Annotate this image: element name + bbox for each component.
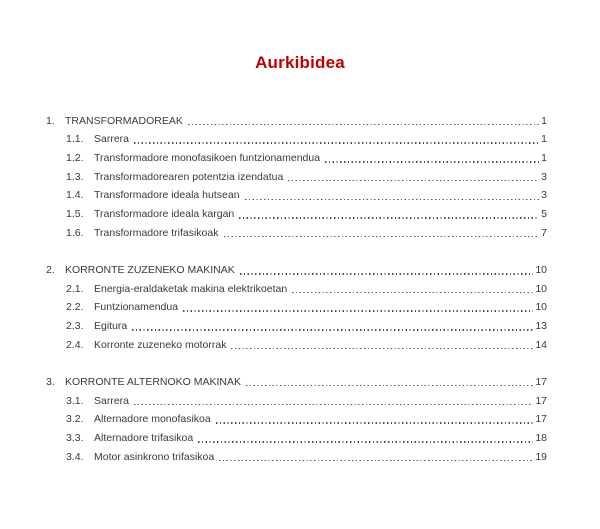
dot-leader: [292, 292, 533, 293]
dot-leader: [245, 199, 540, 200]
toc-section: [46, 370, 547, 463]
toc-entry-page-number: 17: [535, 413, 547, 426]
toc-entry-row[interactable]: [46, 277, 547, 296]
toc-entry-number: 2.2.: [66, 301, 84, 314]
toc-entry-page-number: 1: [541, 152, 547, 165]
dot-leader: [231, 348, 533, 349]
toc-entry-number: 1.5.: [66, 208, 84, 221]
toc-section: [46, 109, 547, 240]
toc-entry-number: 3.4.: [66, 450, 84, 463]
toc-heading-page-number: 1: [541, 114, 547, 127]
toc-entry-row[interactable]: [46, 221, 547, 240]
toc-entry-number: 3.3.: [66, 432, 84, 444]
toc-entry-page-number: 10: [535, 301, 547, 314]
toc-heading-page-number: 10: [535, 264, 547, 276]
toc-entry-label: Energia-eraldaketak makina elektrikoetan: [94, 282, 288, 295]
dot-leader: [198, 441, 533, 442]
toc-entry-row[interactable]: [46, 128, 547, 147]
toc-entry-label: Motor asinkrono trifasikoa: [94, 450, 215, 463]
toc-entry-label: Transformadore ideala hutsean: [94, 189, 240, 202]
toc-entry-row[interactable]: [46, 146, 547, 165]
toc-entry-row[interactable]: [46, 296, 547, 315]
dot-leader: [325, 161, 539, 162]
toc-entry-label: Transformadore ideala kargan: [94, 208, 235, 221]
toc-entry-page-number: 3: [541, 170, 547, 183]
dot-leader: [239, 217, 539, 218]
toc-heading-label: TRANSFORMADOREAK: [65, 114, 183, 127]
toc-entry-page-number: 13: [535, 320, 547, 333]
toc-entry-label: Transformadorearen potentzia izendatua: [94, 170, 284, 183]
toc-entry-page-number: 1: [541, 133, 547, 146]
toc-section-entries: [46, 277, 547, 352]
toc-entry-number: 1.4.: [66, 189, 84, 202]
dot-leader: [134, 404, 533, 405]
toc-entry-page-number: 14: [535, 338, 547, 351]
page-title: Aurkibidea: [255, 53, 345, 72]
toc-entry-number: 1.6.: [66, 226, 84, 239]
toc-heading-label: KORRONTE ALTERNOKO MAKINAK: [65, 375, 242, 388]
dot-leader: [132, 329, 533, 330]
toc-entry-page-number: 7: [541, 226, 547, 239]
toc-entry-page-number: 18: [535, 432, 547, 444]
toc-entry-label: Sarrera: [94, 133, 130, 146]
toc-entry-label: Transformadore trifasikoak: [94, 226, 219, 239]
toc-entry-number: 1.3.: [66, 170, 84, 183]
toc-heading-row[interactable]: [46, 109, 547, 128]
toc-entry-page-number: 3: [541, 189, 547, 202]
toc-section-entries: [46, 128, 547, 240]
dot-leader: [183, 310, 533, 311]
toc-entry-number: 1.2.: [66, 152, 84, 165]
toc-entry-row[interactable]: [46, 389, 547, 408]
toc-entry-page-number: 17: [535, 394, 547, 407]
toc-heading-page-number: 17: [535, 375, 547, 388]
toc-entry-label: Funtzionamendua: [94, 301, 179, 314]
toc-entry-label: Alternadore trifasikoa: [94, 432, 194, 444]
toc-heading-label: KORRONTE ZUZENEKO MAKINAK: [65, 264, 235, 276]
dot-leader: [188, 124, 539, 125]
dot-leader: [216, 422, 534, 423]
toc-entry-row[interactable]: [46, 408, 547, 427]
toc-heading-number: 3.: [46, 375, 55, 388]
dot-leader: [224, 236, 540, 237]
toc-entry-row[interactable]: [46, 333, 547, 352]
toc-heading-number: 1.: [46, 114, 55, 127]
toc-entry-row[interactable]: [46, 426, 547, 445]
toc-entry-page-number: 10: [535, 282, 547, 295]
toc-entry-number: 3.2.: [66, 413, 84, 426]
table-of-contents: [46, 109, 547, 464]
toc-heading-row[interactable]: [46, 370, 547, 389]
toc-entry-number: 2.3.: [66, 320, 84, 333]
toc-heading-row[interactable]: [46, 258, 547, 277]
toc-section-entries: [46, 389, 547, 464]
toc-entry-label: Korronte zuzeneko motorrak: [94, 338, 227, 351]
toc-entry-label: Alternadore monofasikoa: [94, 413, 211, 426]
toc-entry-row[interactable]: [46, 445, 547, 464]
dot-leader: [288, 180, 539, 181]
dot-leader: [246, 385, 533, 386]
toc-entry-row[interactable]: [46, 202, 547, 221]
toc-entry-number: 2.1.: [66, 282, 84, 295]
dot-leader: [240, 273, 534, 274]
toc-entry-number: 2.4.: [66, 338, 84, 351]
dot-leader: [134, 142, 539, 143]
toc-entry-page-number: 19: [535, 450, 547, 463]
toc-entry-number: 1.1.: [66, 133, 84, 146]
toc-entry-label: Egitura: [94, 320, 128, 333]
toc-section: [46, 258, 547, 351]
toc-entry-row[interactable]: [46, 165, 547, 184]
toc-entry-label: Sarrera: [94, 394, 130, 407]
toc-entry-label: Transformadore monofasikoen funtzionamendua: [94, 152, 321, 165]
toc-entry-page-number: 5: [541, 208, 547, 221]
toc-entry-row[interactable]: [46, 184, 547, 203]
dot-leader: [219, 460, 533, 461]
toc-heading-number: 2.: [46, 264, 55, 276]
toc-entry-number: 3.1.: [66, 394, 84, 407]
toc-entry-row[interactable]: [46, 314, 547, 333]
